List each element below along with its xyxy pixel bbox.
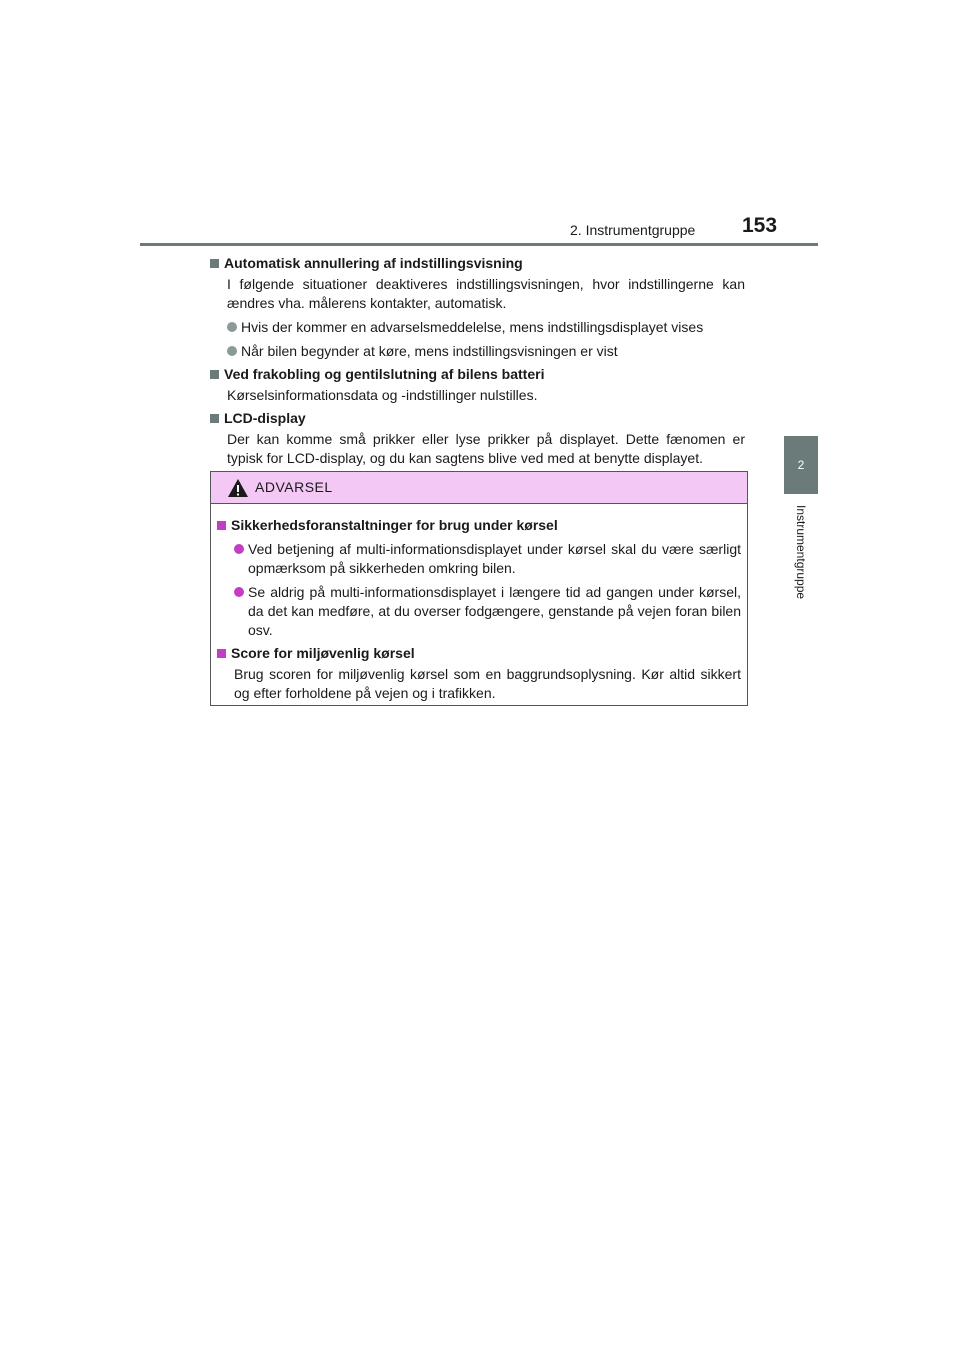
warning-section-eco-score	[217, 644, 741, 703]
round-bullet-icon	[227, 322, 237, 332]
page-number: 153	[742, 214, 778, 237]
main-content	[210, 254, 745, 472]
warning-triangle-icon	[227, 478, 249, 498]
warning-section-safety	[217, 516, 741, 640]
list-item-text: Hvis der kommer en advarselsmeddelelse, mens indstillingsdisplayet vises	[241, 319, 704, 335]
section-heading	[210, 365, 745, 384]
header-divider	[140, 243, 818, 246]
section-auto-cancel	[210, 254, 745, 361]
warning-box	[210, 471, 748, 706]
list-item	[217, 583, 741, 640]
square-bullet-icon	[210, 259, 219, 268]
warning-body	[211, 504, 747, 703]
section-paragraph: Kørselsinformationsdata og -indstillinger nulstilles.	[227, 387, 538, 403]
page-header	[0, 0, 960, 250]
section-battery	[210, 365, 745, 405]
section-title: 2. Instrumentgruppe	[570, 222, 696, 238]
section-heading-text: Sikkerhedsforanstaltninger for brug under kørsel	[231, 517, 558, 533]
chapter-side-label	[788, 505, 814, 620]
chapter-number: 2	[797, 458, 805, 472]
warning-header	[211, 472, 747, 504]
square-bullet-icon	[217, 649, 226, 658]
section-heading	[210, 254, 745, 273]
list-item-text: Se aldrig på multi-informationsdisplayet i længere tid ad gangen under kørsel, da det kan medføre, at du overser fodgængere, genstande på vejen foran bilen osv.	[248, 584, 741, 638]
list-item	[217, 540, 741, 578]
round-bullet-icon	[234, 587, 244, 597]
list-item	[210, 318, 745, 337]
section-heading-text: Score for miljøvenlig kørsel	[231, 645, 415, 661]
list-item	[210, 342, 745, 361]
square-bullet-icon	[217, 521, 226, 530]
section-heading	[210, 409, 745, 428]
list-item-text: Ved betjening af multi-informationsdisplayet under kørsel skal du være særligt opmærksom på sikkerheden omkring bilen.	[248, 541, 741, 576]
chapter-tab	[784, 436, 818, 494]
section-paragraph: Der kan komme små prikker eller lyse prikker på displayet. Dette fænomen er typisk for LCD-display, og du kan sagtens blive ved med at benytte displayet.	[227, 431, 745, 466]
warning-title: ADVARSEL	[255, 479, 333, 495]
square-bullet-icon	[210, 370, 219, 379]
section-paragraph: I følgende situationer deaktiveres indstillingsvisningen, hvor indstillingerne kan ændres vha. målerens kontakter, automatisk.	[227, 276, 745, 311]
section-heading	[217, 516, 741, 535]
section-heading-text: Automatisk annullering af indstillingsvisning	[224, 255, 523, 271]
section-lcd	[210, 409, 745, 468]
round-bullet-icon	[227, 346, 237, 356]
section-heading	[217, 644, 741, 663]
chapter-label: Instrumentgruppe	[794, 505, 808, 600]
list-item-text: Når bilen begynder at køre, mens indstillingsvisningen er vist	[241, 343, 618, 359]
section-heading-text: LCD-display	[224, 410, 306, 426]
section-heading-text: Ved frakobling og gentilslutning af bilens batteri	[224, 366, 545, 382]
round-bullet-icon	[234, 544, 244, 554]
section-paragraph: Brug scoren for miljøvenlig kørsel som en baggrundsoplysning. Kør altid sikkert og efter forholdene på vejen og i trafikken.	[234, 666, 741, 701]
square-bullet-icon	[210, 414, 219, 423]
